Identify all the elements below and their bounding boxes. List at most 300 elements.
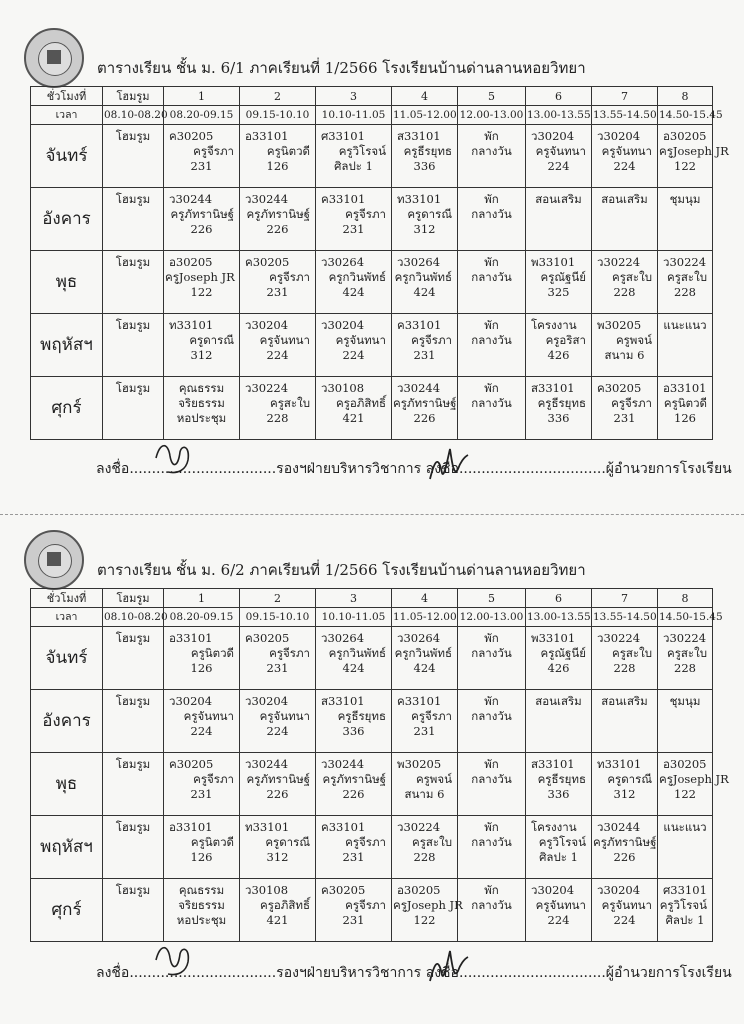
teacher-name: กลางวัน (471, 207, 512, 221)
room-number: 231 (413, 724, 436, 738)
subject-code: ค33101 (321, 820, 366, 834)
teacher-name: ครูจันทนา (259, 709, 310, 723)
subject-code: ส33101 (397, 129, 441, 143)
header-cell: ชั่วโมงที่ (31, 589, 103, 608)
room-number: 224 (342, 348, 365, 362)
homeroom-cell: โฮมรูม (103, 377, 164, 440)
time-cell: เวลา (31, 106, 103, 125)
teacher-name: ครูดารณี (265, 835, 310, 849)
subject-code: แนะแนว (663, 820, 707, 834)
period-cell (526, 188, 592, 251)
subject-code: ว30224 (663, 255, 707, 269)
teacher-name: กลางวัน (471, 772, 512, 786)
header-cell: 4 (392, 87, 458, 106)
room-number: 126 (190, 661, 213, 675)
period-cell (526, 816, 592, 879)
subject-code: ค30205 (169, 757, 214, 771)
subject-code: พ33101 (531, 255, 576, 269)
teacher-name: ครูJoseph JR (393, 898, 463, 912)
subject-code: สอนเสริม (535, 192, 582, 206)
subject-code: โครงงาน (531, 318, 577, 332)
teacher-name: ครูจีรภา (193, 772, 234, 786)
room-number: 312 (413, 222, 436, 236)
header-cell: 8 (658, 589, 713, 608)
period-cell (592, 816, 658, 879)
teacher-name: ครูดารณี (189, 333, 234, 347)
teacher-name: ครูอภิสิทธิ์ (260, 898, 310, 912)
time-cell: 11.05-12.00 (392, 106, 458, 125)
time-row (31, 608, 713, 627)
period-cell (392, 251, 458, 314)
period-cell (526, 879, 592, 942)
subject-code: โครงงาน (531, 820, 577, 834)
day-label: จันทร์ (31, 627, 103, 690)
subject-code: พัก (484, 631, 499, 645)
room-number: 224 (190, 724, 213, 738)
teacher-name: ครูJoseph JR (659, 772, 729, 786)
teacher-name: ครูสะใบ (667, 270, 707, 284)
teacher-name: กลางวัน (471, 898, 512, 912)
time-cell: 09.15-10.10 (240, 106, 316, 125)
time-cell: 09.15-10.10 (240, 608, 316, 627)
period-cell (392, 377, 458, 440)
header-cell: 2 (240, 589, 316, 608)
subject-code: อ33101 (169, 631, 213, 645)
room-number: 231 (342, 850, 365, 864)
period-cell (164, 314, 240, 377)
period-cell (592, 377, 658, 440)
room-number: 426 (547, 661, 570, 675)
period-cell (658, 314, 713, 377)
teacher-name: ครูจีรภา (611, 396, 652, 410)
subject-code: ค33101 (397, 318, 442, 332)
day-label: พฤหัสฯ (31, 314, 103, 377)
teacher-name: ครูจีรภา (411, 709, 452, 723)
teacher-name: ครูกวินพัทธ์ (394, 270, 452, 284)
subject-code: พัก (484, 318, 499, 332)
teacher-name: ครูภัทรานิษฐ์ (593, 835, 657, 849)
period-cell (392, 690, 458, 753)
teacher-name: ครูวิโรจน์ (659, 898, 707, 912)
period-cell (316, 377, 392, 440)
teacher-name: ครูจีรภา (269, 270, 310, 284)
period-cell (240, 251, 316, 314)
subject-code: ชุมนุม (669, 694, 701, 708)
teacher-name: ครูจันทนา (335, 333, 386, 347)
period-cell (526, 690, 592, 753)
subject-code: ว30244 (321, 757, 365, 771)
room-number: 226 (613, 850, 636, 864)
room-number: 126 (266, 159, 289, 173)
period-cell (658, 753, 729, 816)
teacher-name: กลางวัน (471, 709, 512, 723)
subject-code: ชุมนุม (669, 192, 701, 206)
period-cell (592, 627, 658, 690)
period-cell (592, 690, 658, 753)
header-cell: 6 (526, 589, 592, 608)
period-cell (240, 314, 316, 377)
day-label: ศุกร์ (31, 377, 103, 440)
timetable-title: ตารางเรียน ชั้น ม. 6/1 ภาคเรียนที่ 1/2566 โรงเรียนบ้านด่านลานหอยวิทยา (97, 59, 586, 77)
period-cell (458, 816, 526, 879)
room-number: 226 (266, 787, 289, 801)
teacher-name: กลางวัน (471, 835, 512, 849)
subject-code: ค30205 (597, 381, 642, 395)
time-cell: 13.00-13.55 (526, 608, 592, 627)
room-number: 336 (413, 159, 436, 173)
subject-code: ว30204 (597, 883, 641, 897)
subject-code: อ30205 (663, 757, 707, 771)
subject-code: ศ33101 (321, 129, 365, 143)
subject-code: ค33101 (321, 192, 366, 206)
teacher-name: ครูกวินพัทธ์ (328, 270, 386, 284)
day-row (31, 314, 713, 377)
period-cell (240, 753, 316, 816)
teacher-name: ครูธีรยุทธ (537, 396, 586, 410)
period-cell (392, 125, 458, 188)
director-signature (420, 443, 480, 483)
teacher-name: ครูJoseph JR (165, 270, 235, 284)
subject-code: พ30205 (597, 318, 642, 332)
period-cell (592, 251, 658, 314)
teacher-name: ครูธีรยุทธ (337, 709, 386, 723)
subject-code: คุณธรรม (178, 883, 225, 897)
homeroom-cell: โฮมรูม (103, 753, 164, 816)
room-number: 336 (342, 724, 365, 738)
period-cell (164, 816, 240, 879)
period-cell (526, 125, 592, 188)
signature-line: ลงชื่อ.................................รองฯฝ่ายบริหารวิชาการ ลงชื่อ.................................ผู้อำนวยการโรงเรียน (96, 461, 732, 477)
homeroom-cell: โฮมรูม (103, 816, 164, 879)
teacher-name: ครูอริสา (545, 333, 586, 347)
subject-code: ว30204 (245, 318, 289, 332)
time-cell: 10.10-11.05 (316, 106, 392, 125)
period-cell (458, 251, 526, 314)
room-number: 228 (674, 285, 696, 299)
teacher-name: ครูจันทนา (601, 898, 652, 912)
period-cell (316, 627, 392, 690)
period-cell (240, 879, 316, 942)
teacher-name: กลางวัน (471, 333, 512, 347)
room-number: 122 (674, 787, 696, 801)
time-cell: 08.10-08.20 (103, 608, 164, 627)
day-label: อังคาร (31, 690, 103, 753)
teacher-name: กลางวัน (471, 270, 512, 284)
subject-code: พัก (484, 381, 499, 395)
subject-code: ว30204 (597, 129, 641, 143)
teacher-name: ครูจันทนา (535, 898, 586, 912)
period-cell (658, 627, 713, 690)
time-cell: 12.00-13.00 (458, 608, 526, 627)
school-seal-logo (24, 28, 84, 88)
time-cell: 10.10-11.05 (316, 608, 392, 627)
teacher-name: กลางวัน (471, 396, 512, 410)
subject-code: ค30205 (321, 883, 366, 897)
subject-code: พัก (484, 129, 499, 143)
teacher-name: ครูJoseph JR (659, 144, 729, 158)
period-cell (526, 251, 592, 314)
homeroom-cell: โฮมรูม (103, 627, 164, 690)
period-cell (164, 251, 240, 314)
time-cell: 13.55-14.50 (592, 106, 658, 125)
period-cell (240, 188, 316, 251)
header-cell: 1 (164, 87, 240, 106)
header-cell: 8 (658, 87, 713, 106)
day-label: จันทร์ (31, 125, 103, 188)
subject-code: อ30205 (169, 255, 213, 269)
room-number: 231 (190, 159, 213, 173)
period-cell (592, 125, 658, 188)
subject-code: ว30264 (321, 255, 365, 269)
room-number: 126 (674, 411, 696, 425)
subject-code: สอนเสริม (601, 694, 648, 708)
subject-code: ว30264 (397, 631, 441, 645)
teacher-name: ครูภัทรานิษฐ์ (246, 772, 310, 786)
room-number: 336 (547, 411, 570, 425)
period-cell (316, 816, 392, 879)
homeroom-cell: โฮมรูม (103, 879, 164, 942)
teacher-name: ครูจีรภา (345, 207, 386, 221)
room-number: สนาม 6 (404, 787, 445, 801)
room-number: 228 (613, 285, 636, 299)
teacher-name: ครูภัทรานิษฐ์ (246, 207, 310, 221)
room-number: 224 (266, 724, 289, 738)
teacher-name: ครูจีรภา (269, 646, 310, 660)
subject-code: อ33101 (245, 129, 289, 143)
header-cell: 7 (592, 87, 658, 106)
period-cell (526, 753, 592, 816)
header-cell: 5 (458, 589, 526, 608)
homeroom-cell: โฮมรูม (103, 188, 164, 251)
period-cell (458, 377, 526, 440)
teacher-name: ครูจีรภา (193, 144, 234, 158)
room-number: 228 (613, 661, 636, 675)
teacher-name: ครูนิตวดี (663, 396, 707, 410)
teacher-name: ครูสะใบ (612, 646, 652, 660)
period-cell (316, 314, 392, 377)
period-cell (592, 314, 658, 377)
period-cell (240, 377, 316, 440)
teacher-name: กลางวัน (471, 646, 512, 660)
homeroom-cell: โฮมรูม (103, 690, 164, 753)
subject-code: ว30204 (531, 883, 575, 897)
period-cell (658, 377, 713, 440)
subject-code: ท33101 (397, 192, 442, 206)
homeroom-cell: โฮมรูม (103, 314, 164, 377)
period-cell (164, 188, 240, 251)
room-number: 231 (190, 787, 213, 801)
period-cell (240, 125, 316, 188)
room-number: 226 (190, 222, 213, 236)
subject-code: ค30205 (169, 129, 214, 143)
header-cell: 6 (526, 87, 592, 106)
teacher-name: ครูธีรยุทธ (537, 772, 586, 786)
day-label: ศุกร์ (31, 879, 103, 942)
header-cell: โฮมรูม (103, 589, 164, 608)
room-number: 312 (613, 787, 636, 801)
room-number: 228 (266, 411, 289, 425)
room-number: 228 (413, 850, 436, 864)
teacher-name: ครูจันทนา (601, 144, 652, 158)
period-cell (658, 251, 713, 314)
teacher-name: ครูกวินพัทธ์ (394, 646, 452, 660)
room-number: 336 (547, 787, 570, 801)
period-cell (458, 879, 526, 942)
time-cell: 14.50-15.45 (658, 608, 713, 627)
teacher-name: ครูธีรยุทธ (403, 144, 452, 158)
signature-line: ลงชื่อ.................................รองฯฝ่ายบริหารวิชาการ ลงชื่อ.................................ผู้อำนวยการโรงเรียน (96, 965, 732, 981)
room-number: 226 (413, 411, 436, 425)
timetable-table (30, 86, 729, 440)
day-row (31, 816, 713, 879)
time-cell: 14.50-15.45 (658, 106, 713, 125)
teacher-name: ครูวิโรจน์ (338, 144, 386, 158)
day-row (31, 627, 713, 690)
period-cell (316, 753, 392, 816)
time-row (31, 106, 713, 125)
subject-code: ส33101 (531, 757, 575, 771)
teacher-name: ครูจันทนา (259, 333, 310, 347)
period-cell (316, 690, 392, 753)
subject-code: ว30204 (169, 694, 213, 708)
day-row (31, 753, 713, 816)
school-seal-logo (24, 530, 84, 590)
period-cell (458, 753, 526, 816)
room-number: ศิลปะ 1 (334, 159, 373, 173)
teacher-name: ครูสะใบ (667, 646, 707, 660)
time-cell: 11.05-12.00 (392, 608, 458, 627)
teacher-name: ครูจีรภา (345, 835, 386, 849)
subject-code: พัก (484, 694, 499, 708)
teacher-name: ครูสะใบ (270, 396, 310, 410)
subject-code: อ33101 (663, 381, 707, 395)
teacher-name: ครูจีรภา (345, 898, 386, 912)
room-number: 312 (190, 348, 213, 362)
room-number: สนาม 6 (604, 348, 645, 362)
teacher-name: ครูพจน์ (615, 333, 652, 347)
room-number: 424 (413, 285, 436, 299)
subject-code: คุณธรรม (178, 381, 225, 395)
day-row (31, 188, 713, 251)
room-number: 424 (342, 661, 365, 675)
page-divider (0, 514, 744, 515)
teacher-name: ครูณัฐนีย์ (540, 270, 586, 284)
day-label: พฤหัสฯ (31, 816, 103, 879)
period-cell (526, 314, 592, 377)
teacher-name: ครูภัทรานิษฐ์ (170, 207, 234, 221)
subject-code: ส33101 (531, 381, 575, 395)
period-cell (392, 314, 458, 377)
teacher-name: ครูสะใบ (612, 270, 652, 284)
room-number: 231 (413, 348, 436, 362)
day-label: พุธ (31, 753, 103, 816)
period-cell (164, 879, 240, 942)
period-cell (240, 627, 316, 690)
subject-code: ส33101 (321, 694, 365, 708)
room-number: 424 (342, 285, 365, 299)
room-number: 224 (547, 913, 570, 927)
header-cell: 7 (592, 589, 658, 608)
room-number: 231 (266, 661, 289, 675)
subject-code: สอนเสริม (601, 192, 648, 206)
period-cell (164, 627, 240, 690)
period-cell (316, 879, 392, 942)
header-cell: 1 (164, 589, 240, 608)
subject-code: ค33101 (397, 694, 442, 708)
subject-code: ว30108 (245, 883, 289, 897)
subject-code: พ30205 (397, 757, 442, 771)
teacher-name: ครูนิตวดี (190, 835, 234, 849)
subject-code: พัก (484, 820, 499, 834)
room-number: 224 (613, 159, 636, 173)
room-number: 231 (342, 222, 365, 236)
teacher-name: ครูภัทรานิษฐ์ (393, 396, 457, 410)
subject-code: พัก (484, 255, 499, 269)
room-number: ศิลปะ 1 (539, 850, 578, 864)
day-row (31, 377, 713, 440)
subject-code: ว30244 (245, 192, 289, 206)
teacher-name: ครูอภิสิทธิ์ (336, 396, 386, 410)
timetable-table (30, 588, 729, 942)
period-cell (458, 314, 526, 377)
teacher-name: ครูพจน์ (415, 772, 452, 786)
subject-code: ว30224 (663, 631, 707, 645)
period-cell (164, 377, 240, 440)
subject-code: ศ33101 (663, 883, 707, 897)
period-cell (526, 627, 592, 690)
teacher-name: ครูณัฐนีย์ (540, 646, 586, 660)
room-number: 224 (266, 348, 289, 362)
room-number: 231 (342, 913, 365, 927)
room-number: 312 (266, 850, 289, 864)
room-number: 231 (613, 411, 636, 425)
subject-code: พ33101 (531, 631, 576, 645)
director-signature (420, 945, 480, 985)
period-cell (458, 188, 526, 251)
teacher-name: ครูดารณี (607, 772, 652, 786)
period-cell (164, 690, 240, 753)
room-number: 122 (190, 285, 213, 299)
period-cell (164, 125, 240, 188)
room-number: 224 (613, 913, 636, 927)
subject-code: ว30244 (597, 820, 641, 834)
room-number: 421 (342, 411, 365, 425)
day-row (31, 251, 713, 314)
teacher-name: ครูสะใบ (412, 835, 452, 849)
room-number: 231 (266, 285, 289, 299)
teacher-name: กลางวัน (471, 144, 512, 158)
subject-code: ท33101 (169, 318, 214, 332)
time-cell: 08.10-08.20 (103, 106, 164, 125)
subject-code: ว30224 (597, 255, 641, 269)
room-number: ศิลปะ 1 (665, 913, 705, 927)
time-cell: 08.20-09.15 (164, 106, 240, 125)
period-cell (592, 188, 658, 251)
period-cell (526, 377, 592, 440)
time-cell: 08.20-09.15 (164, 608, 240, 627)
period-cell (164, 753, 240, 816)
header-cell: โฮมรูม (103, 87, 164, 106)
homeroom-cell: โฮมรูม (103, 251, 164, 314)
subject-code: ว30264 (397, 255, 441, 269)
period-cell (316, 251, 392, 314)
subject-code: ค30205 (245, 255, 290, 269)
room-number: 122 (674, 159, 696, 173)
subject-code: อ33101 (169, 820, 213, 834)
teacher-name: ครูกวินพัทธ์ (328, 646, 386, 660)
subject-code: ค30205 (245, 631, 290, 645)
subject-code: ว30264 (321, 631, 365, 645)
